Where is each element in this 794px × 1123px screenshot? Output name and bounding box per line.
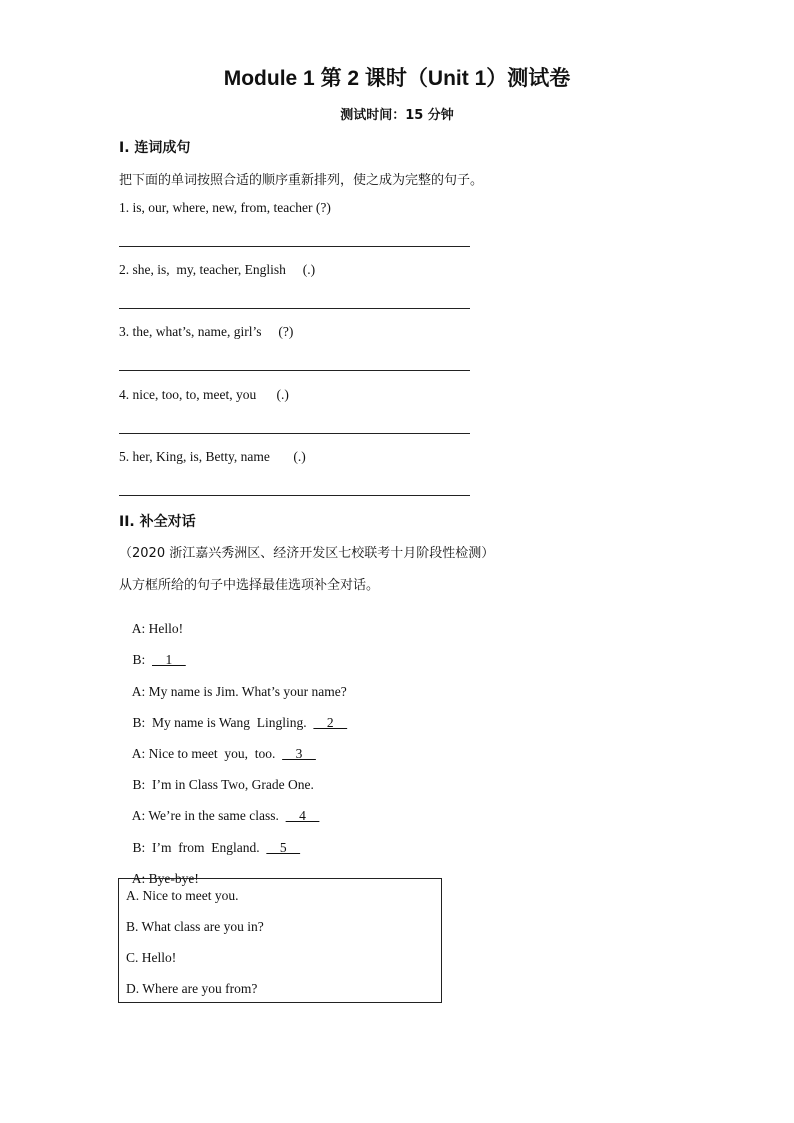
dialogue-text: B: I’m in Class Two, Grade One. [132, 777, 314, 792]
answer-line-5[interactable] [119, 495, 470, 496]
page-title: Module 1 第 2 课时（Unit 1）测试卷 [223, 67, 571, 90]
question-1: 1. is, our, where, new, from, teacher (?) [119, 200, 331, 215]
section-2-instruction: 从方框所给的句子中选择最佳选项补全对话。 [119, 578, 380, 593]
dialogue-text: B: My name is Wang Lingling. [132, 715, 314, 730]
answer-line-1[interactable] [119, 246, 470, 247]
answer-line-4[interactable] [119, 433, 470, 434]
section-2-heading: II. 补全对话 [119, 514, 196, 530]
dialogue-text: B: I’m from England. [132, 840, 267, 855]
dialogue-text: A: We’re in the same class. [131, 808, 286, 823]
question-3: 3. the, what’s, name, girl’s (?) [119, 324, 294, 339]
dialogue-text: A: My name is Jim. What’s your name? [131, 684, 347, 699]
question-4: 4. nice, too, to, meet, you (.) [119, 387, 289, 402]
dialogue-text: A: Nice to meet you, too. [131, 746, 283, 761]
answer-line-2[interactable] [119, 308, 470, 309]
option-b: B. What class are you in? [126, 919, 264, 934]
dialogue-text: B: [132, 652, 153, 667]
section-1-heading: I. 连词成句 [119, 140, 191, 156]
section-2-source: （2020 浙江嘉兴秀洲区、经济开发区七校联考十月阶段性检测） [119, 546, 495, 561]
option-a: A. Nice to meet you. [126, 888, 239, 903]
answer-blank-3[interactable]: 3 [282, 746, 316, 761]
test-time: 测试时间：15 分钟 [340, 108, 454, 123]
dialogue-text: A: Hello! [131, 621, 184, 636]
section-1-instruction: 把下面的单词按照合适的顺序重新排列，使之成为完整的句子。 [119, 173, 484, 188]
answer-blank-4[interactable]: 4 [285, 808, 320, 823]
option-c: C. Hello! [126, 950, 177, 965]
question-5: 5. her, King, is, Betty, name (.) [119, 449, 306, 464]
answer-blank-1[interactable]: 1 [152, 652, 186, 667]
option-d: D. Where are you from? [126, 981, 258, 996]
dialogue-text: A: Bye-bye! [131, 871, 199, 886]
question-2: 2. she, is, my, teacher, English (.) [119, 262, 316, 277]
answer-blank-2[interactable]: 2 [313, 715, 348, 730]
options-box [118, 878, 442, 1003]
answer-line-3[interactable] [119, 370, 470, 371]
answer-blank-5[interactable]: 5 [266, 840, 301, 855]
